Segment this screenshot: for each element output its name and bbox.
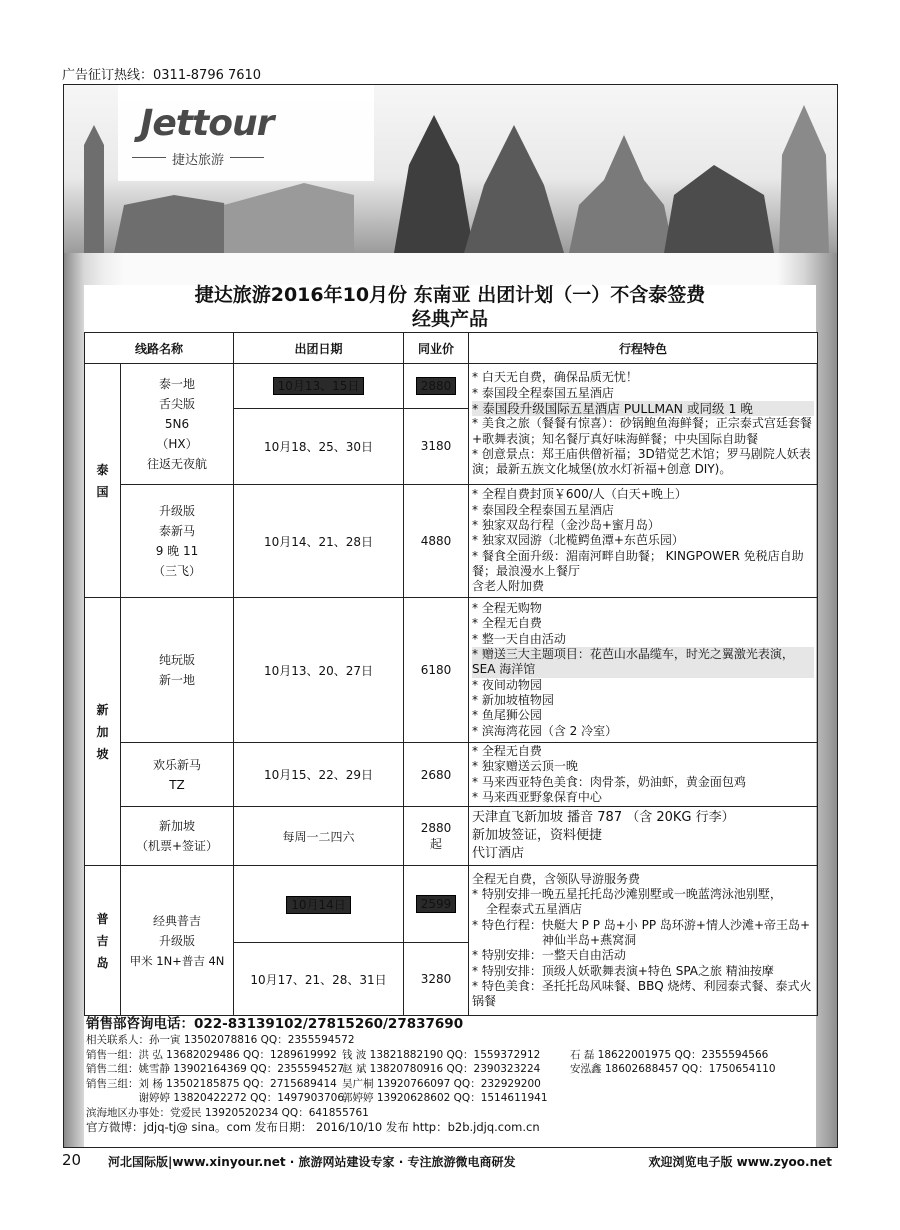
- region-singapore: 新 加 坡: [85, 598, 121, 866]
- departure-date: 10月14日: [234, 866, 404, 943]
- footer-publisher: 河北国际版|www.xinyour.net · 旅游网站建设专家 · 专注旅游微电商研发: [108, 1155, 516, 1169]
- sales-row: 销售二组：姚雪静 13902164369 QQ：2355594527赵 斌 13820780916 QQ：2390323224 安泓鑫 18602688457 QQ：1750654110: [86, 1063, 776, 1075]
- price: 2880: [404, 364, 469, 409]
- price: 4880: [404, 485, 469, 598]
- route-name: 新加坡 （机票+签证）: [121, 807, 234, 866]
- sales-row: 销售一组：洪 弘 13682029486 QQ：1289619992 钱 波 13821882190 QQ：1559372912 石 磊 18622001975 QQ：2355594566: [86, 1048, 769, 1061]
- temple-banner: [64, 85, 837, 253]
- route-name: 泰一地 舌尖版 5N6 （HX） 往返无夜航: [121, 364, 234, 485]
- table-row: [85, 743, 818, 807]
- sales-contact: 相关联系人：孙一寅 13502078816 QQ：2355594572: [86, 1034, 355, 1046]
- sales-row: 谢婷婷 13820422272 QQ：1497903706郭婷婷 13920628602 QQ：1514611941: [86, 1092, 548, 1104]
- header-features: 行程特色: [469, 333, 818, 364]
- route-features: * 白天无自费，确保品质无忧！ * 泰国段全程泰国五星酒店 * 泰国段升级国际五星酒店 PULLMAN 或同级 1 晚 * 美食之旅（餐餐有惊喜）：砂锅鲍鱼海鲜餐；正宗泰式宫廷套餐+歌舞表演；知名餐厅真好味海鲜餐；中央国际自助餐 * 创意景点：郑王庙供僧祈福；3D错觉艺术馆；罗马剧院人妖表演；最新五族文化城堡(放水灯祈福+创意 DIY)。: [469, 364, 818, 485]
- route-name: 升级版 泰新马 9 晚 11 （三飞）: [121, 485, 234, 598]
- sales-row: 销售三组：刘 杨 13502185875 QQ：2715689414 吴广桐 13920766097 QQ：232929200: [86, 1077, 541, 1090]
- region-phuket: 普 吉 岛: [85, 866, 121, 1016]
- sales-contact-block: [86, 1015, 826, 1135]
- departure-date: 每周一二四六: [234, 807, 404, 866]
- logo-subtitle: 捷达旅游: [158, 149, 238, 168]
- region-thailand: 泰 国: [85, 364, 121, 598]
- table-row: [85, 485, 818, 598]
- table-row: [85, 364, 818, 409]
- route-name: 经典普吉 升级版 甲米 1N+普吉 4N: [121, 866, 234, 1016]
- price: 2599: [404, 866, 469, 943]
- route-features: * 全程无购物 * 全程无自费 * 整一天自由活动 * 赠送三大主题项目：花芭山水晶缆车，时光之翼激光表演，SEA 海洋馆 * 夜间动物园 * 新加坡植物园 * 鱼尾狮公园 * 滨海湾花园（含 2 冷室）: [469, 598, 818, 743]
- route-features: 全程无自费，含领队导游服务费 * 特别安排一晚五星托托岛沙滩别墅或一晚蓝湾泳池别墅， 全程泰式五星酒店 * 特色行程：快艇大 P P 岛+小 PP 岛环游+情人沙滩+帝王岛+ 神仙半岛+燕窝洞 * 特别安排：一整天自由活动 * 特别安排：顶级人妖歌舞表演+特色 SPA之旅 精油按摩 * 特色美食：圣托托岛风味餐、BBQ 烧烤、利园泰式餐、泰式火锅餐: [469, 866, 818, 1016]
- table-row: [85, 598, 818, 743]
- page-subtitle: 经典产品: [411, 308, 488, 330]
- table-header-row: [85, 333, 818, 364]
- departure-date: 10月13、20、27日: [234, 598, 404, 743]
- price: 2880 起: [404, 807, 469, 866]
- table-row: [85, 807, 818, 866]
- route-features: * 全程自费封顶￥600/人（白天+晚上） * 泰国段全程泰国五星酒店 * 独家双岛行程（金沙岛+蜜月岛） * 独家双园游（北榄鳄鱼潭+东芭乐园） * 餐食全面升级：湄南河畔自助餐； KINGPOWER 免税店自助餐；最浪漫水上餐厅 含老人附加费: [469, 485, 818, 598]
- ad-hotline: 广告征订热线：0311-8796 7610: [62, 68, 262, 83]
- header-date: 出团日期: [234, 333, 404, 364]
- price: 3180: [404, 408, 469, 484]
- departure-date: 10月14、21、28日: [234, 485, 404, 598]
- departure-date: 10月18、25、30日: [234, 408, 404, 484]
- departure-date: 10月13、15日: [234, 364, 404, 409]
- price: 6180: [404, 598, 469, 743]
- price: 3280: [404, 943, 469, 1016]
- table-row: [85, 866, 818, 943]
- route-name: 纯玩版 新一地: [121, 598, 234, 743]
- header-route: 线路名称: [85, 333, 234, 364]
- departure-date: 10月17、21、28、31日: [234, 943, 404, 1016]
- page-number: 20: [62, 1151, 82, 1169]
- header-price: 同业价: [404, 333, 469, 364]
- route-name: 欢乐新马 TZ: [121, 743, 234, 807]
- route-features: 天津直飞新加坡 播音 787 （含 20KG 行李） 新加坡签证，资料便捷 代订酒店: [469, 807, 818, 866]
- price: 2680: [404, 743, 469, 807]
- logo-text: Jettour: [140, 103, 274, 144]
- weibo-line: 官方微博：jdjq-tj@ sina。com 发布日期： 2016/10/10 发布 http：b2b.jdjq.com.cn: [86, 1120, 540, 1134]
- footer-link[interactable]: 欢迎浏览电子版 www.zyoo.net: [648, 1155, 832, 1169]
- page-title: 捷达旅游2016年10月份 东南亚 出团计划（一）不含泰签费: [194, 284, 706, 306]
- tour-plan-table: [84, 332, 818, 1016]
- office-contact: 滨海地区办事处：党爱民 13920520234 QQ：641855761: [86, 1106, 369, 1119]
- logo-panel: [118, 85, 374, 181]
- sales-phone: 销售部咨询电话：022-83139102/27815260/27837690: [86, 1016, 464, 1032]
- departure-date: 10月15、22、29日: [234, 743, 404, 807]
- route-features: * 全程无自费 * 独家赠送云顶一晚 * 马来西亚特色美食：肉骨茶，奶油虾，黄金面包鸡 * 马来西亚野象保育中心: [469, 743, 818, 807]
